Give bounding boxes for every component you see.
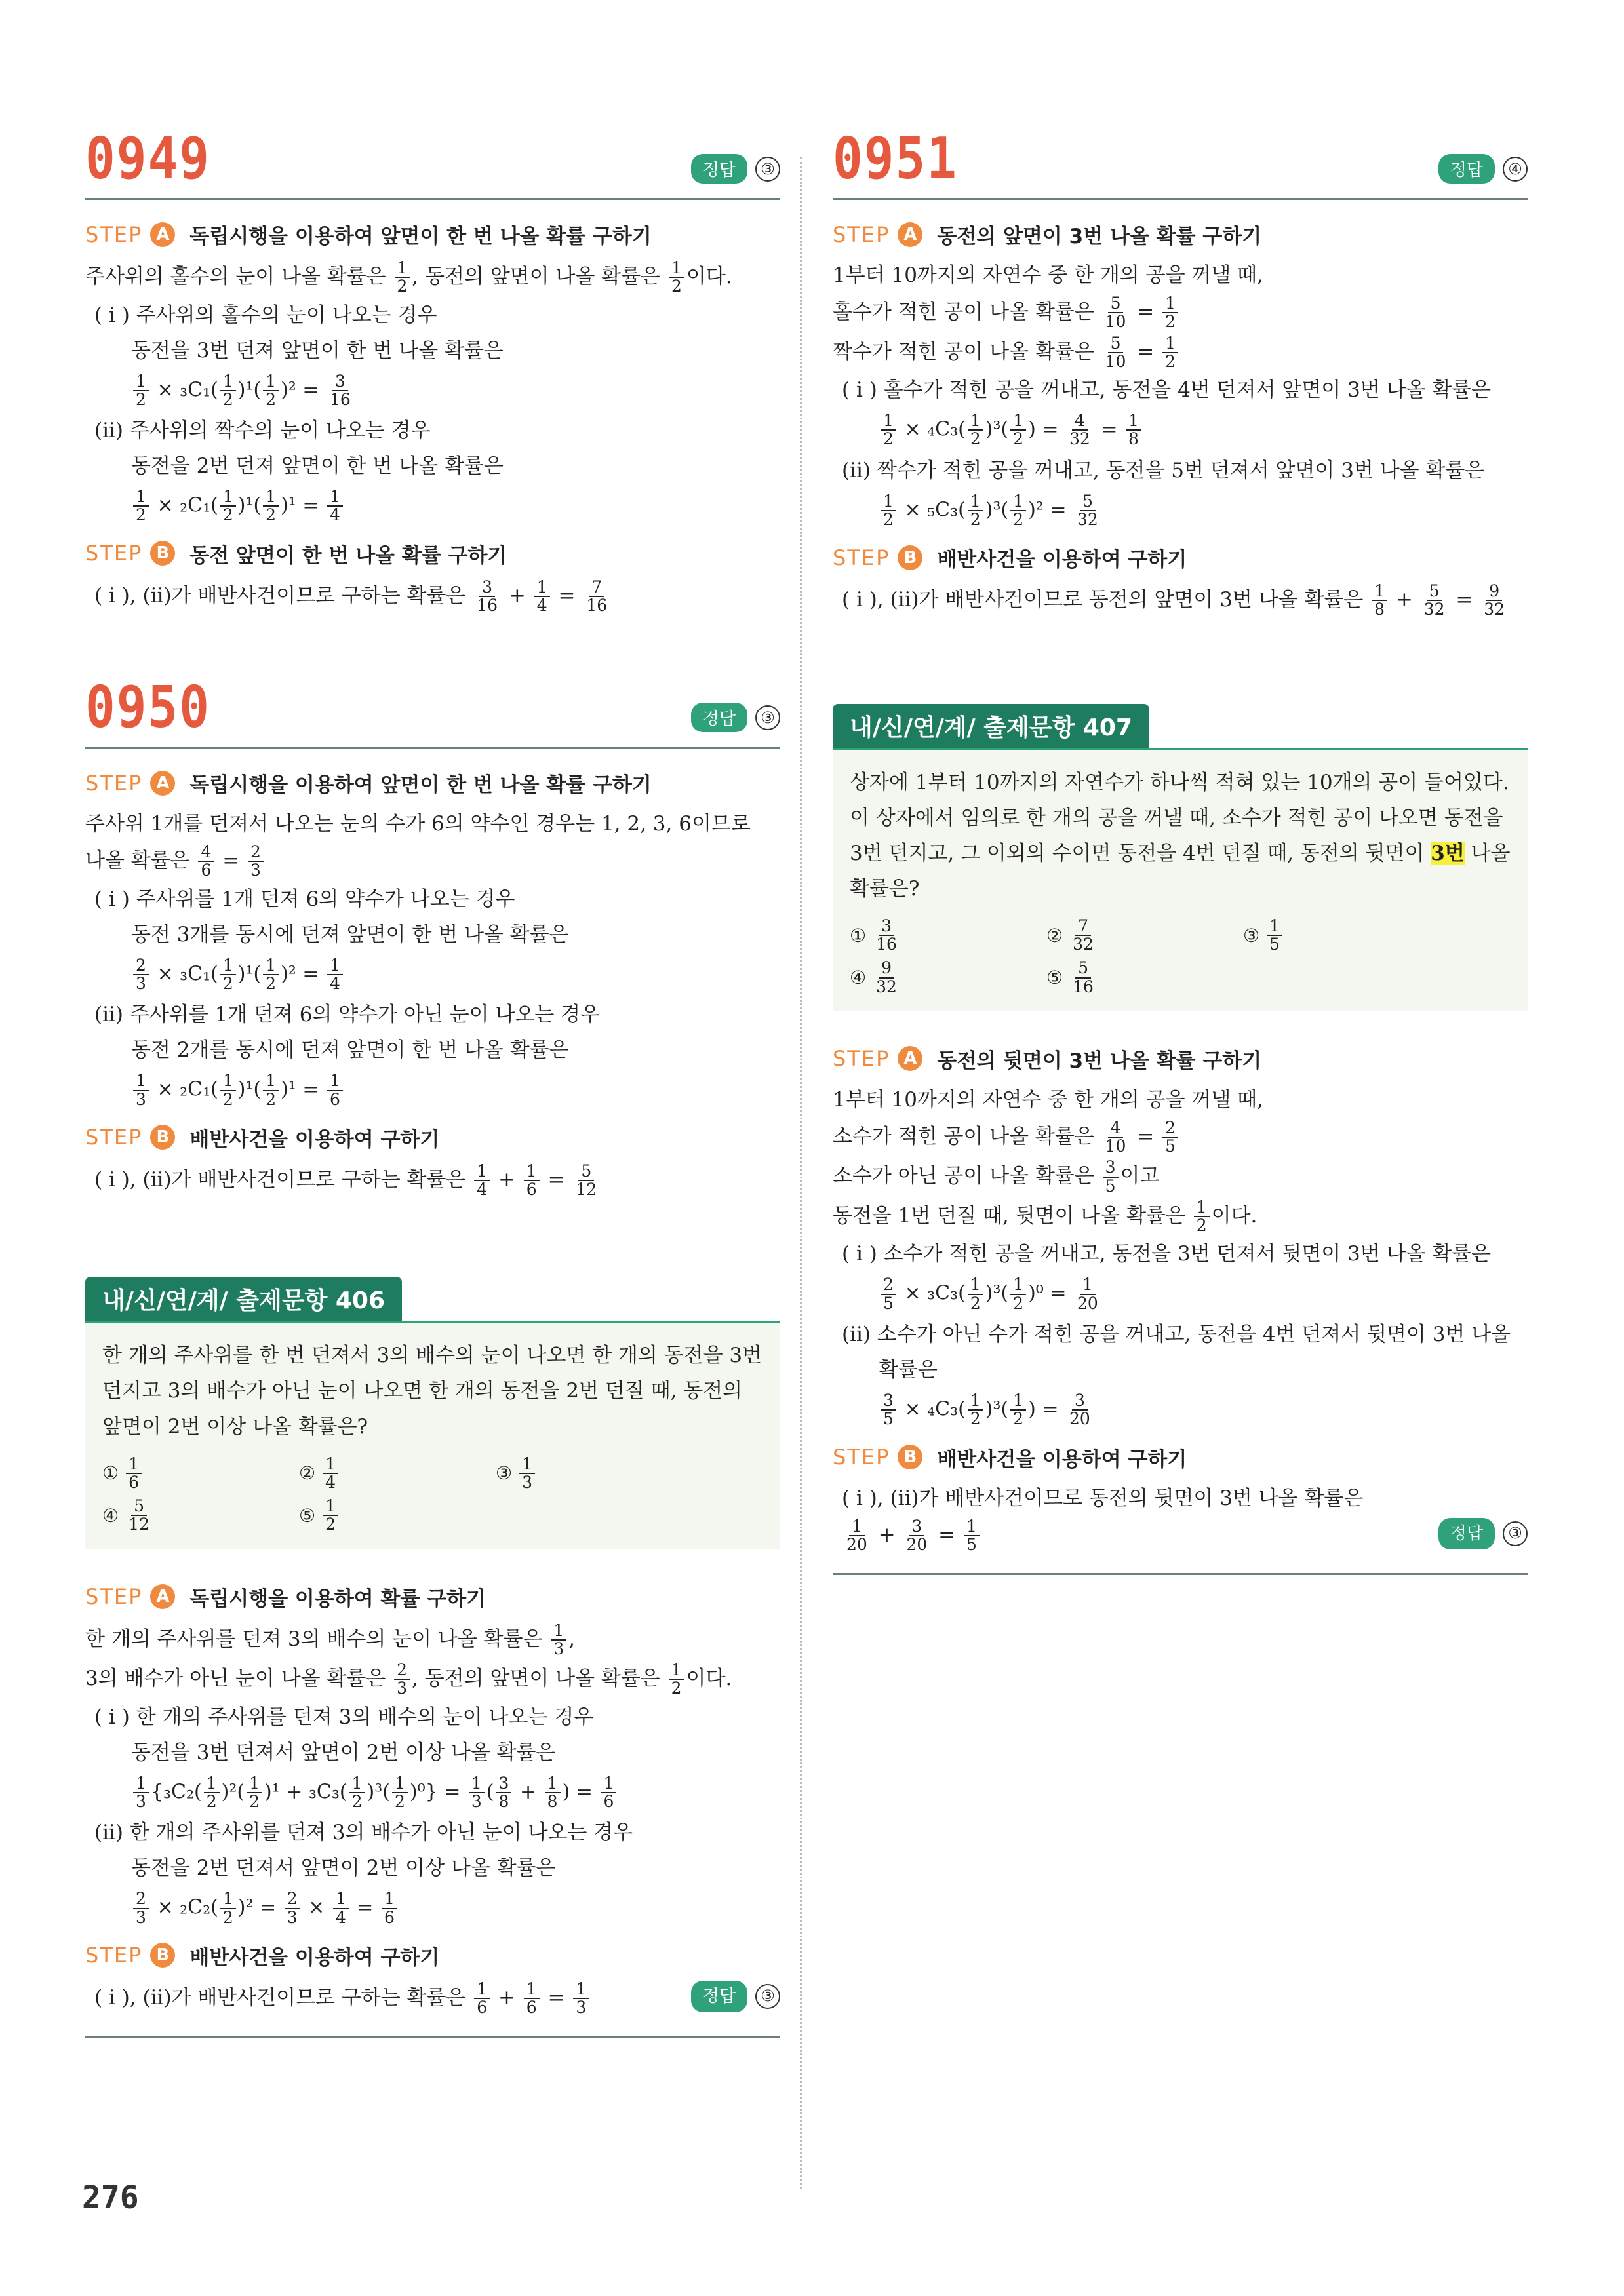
answer-badge: 정답 [1438, 1518, 1495, 1549]
step-a [85, 768, 780, 798]
step-label: STEP [85, 541, 143, 566]
naesin-406 [85, 1277, 780, 1549]
step-title: 배반사건을 이용하여 구하기 [937, 548, 1187, 572]
naesin-407 [833, 704, 1528, 1011]
step-title: 독립시행을 이용하여 확률 구하기 [189, 1587, 486, 1611]
answer-marker [691, 1981, 780, 2012]
step-a-icon: A [898, 222, 922, 247]
case-heading: ( i ) 주사위를 1개 던져 6의 약수가 나오는 경우 [94, 887, 515, 911]
answer-badge: 정답 [691, 154, 747, 184]
formula: $\frac{1}{2}$ × ₃C₁( $\frac{1}{2}$ )¹( $\frac{1}{2}$ )² = $\frac{3}{16}$ [85, 373, 780, 409]
step-label: STEP [833, 1046, 890, 1072]
solution-406 [85, 1582, 780, 2038]
final-line: ( i ), (ii)가 배반사건이므로 구하는 확률은 $\frac{3}{16}$ + $\frac{1}{4}$ = $\frac{7}{16}$ [94, 577, 608, 615]
step-label: STEP [85, 1125, 143, 1150]
text-line: 1부터 10까지의 자연수 중 한 개의 공을 꺼낼 때, [833, 263, 1263, 287]
problem-0949 [85, 125, 780, 615]
step-label: STEP [833, 1445, 890, 1470]
question-line: 앞면이 2번 이상 나올 확률은? [102, 1414, 368, 1439]
case-body: 확률은 [879, 1357, 938, 1382]
naesin-tag: 내/신/연/계/ 출제문항 407 [833, 704, 1149, 748]
text-line: 짝수가 적힌 공이 나올 확률은 $\frac{5}{10}$ = $\frac{1}{2}$ [833, 335, 1528, 371]
step-b-icon: B [150, 1943, 175, 1968]
naesin-question [85, 1323, 780, 1549]
choice-list [850, 918, 1511, 996]
final-line: ( i ), (ii)가 배반사건이므로 동전의 뒷면이 3번 나올 확률은 [842, 1486, 1364, 1510]
choice-3[interactable]: ③ $\frac{1}{3}$ [496, 1456, 692, 1492]
step-a-icon: A [898, 1046, 922, 1071]
step-b [833, 543, 1528, 572]
text-line: 1부터 10까지의 자연수 중 한 개의 공을 꺼낼 때, [833, 1087, 1263, 1112]
case-body: 동전을 3번 던져서 앞면이 2번 이상 나올 확률은 [131, 1740, 556, 1764]
left-column [85, 125, 780, 2097]
step-a [85, 1582, 780, 1612]
final-formula: $\frac{1}{20}$ + $\frac{3}{20}$ = $\frac{1}{5}$ 정답 ③ [833, 1518, 1528, 1554]
step-title: 독립시행을 이용하여 앞면이 한 번 나올 확률 구하기 [189, 225, 652, 248]
answer-value: ④ [1503, 157, 1528, 182]
formula: $\frac{2}{3}$ × ₃C₁( $\frac{1}{2}$ )¹( $\frac{1}{2}$ )² = $\frac{1}{4}$ [85, 957, 780, 993]
step-b [85, 1941, 780, 1970]
question-line: 던지고 3의 배수가 아닌 눈이 나오면 한 개의 동전을 2번 던질 때, 동전의 [102, 1379, 743, 1403]
formula: $\frac{2}{3}$ × ₂C₂( $\frac{1}{2}$ )² = $\frac{2}{3}$ × $\frac{1}{4}$ = $\frac{1}{6}$ [85, 1890, 780, 1926]
step-a [85, 220, 780, 249]
case-body: 동전을 3번 던져 앞면이 한 번 나올 확률은 [131, 338, 504, 362]
final-line: ( i ), (ii)가 배반사건이므로 구하는 확률은 $\frac{1}{4}$ + $\frac{1}{6}$ = $\frac{5}{12}$ [94, 1161, 597, 1199]
problem-number: 0950 [85, 673, 211, 741]
step-b [85, 1123, 780, 1152]
question-line: 3번 던지고, 그 이외의 수이면 동전을 4번 던질 때, 동전의 뒷면이 3번 나올 [850, 841, 1511, 865]
case-heading: (ii) 주사위의 짝수의 눈이 나오는 경우 [94, 419, 431, 443]
step-label: STEP [85, 222, 143, 247]
highlight: 3번 [1431, 841, 1465, 865]
formula: $\frac{3}{5}$ × ₄C₃( $\frac{1}{2}$ )³( $\frac{1}{2}$ ) = $\frac{3}{20}$ [833, 1392, 1528, 1428]
step-a-icon: A [150, 222, 175, 247]
step-a [833, 220, 1528, 249]
case-heading: (ii) 소수가 아닌 수가 적힌 공을 꺼내고, 동전을 4번 던져서 뒷면이 3번 나올 [842, 1322, 1511, 1346]
text-line: 소수가 아닌 공이 나올 확률은 $\frac{3}{5}$ 이고 [833, 1158, 1160, 1196]
question-line: 확률은? [850, 876, 920, 901]
step-label: STEP [85, 770, 143, 796]
step-title: 배반사건을 이용하여 구하기 [189, 1127, 440, 1152]
choice-1[interactable]: ① $\frac{1}{6}$ [102, 1456, 299, 1492]
text-line: 주사위 1개를 던져서 나오는 눈의 수가 6의 약수인 경우는 1, 2, 3, 6이므로 [85, 812, 751, 836]
problem-0950 [85, 673, 780, 1199]
section-rule [85, 2036, 780, 2038]
case-heading: (ii) 주사위를 1개 던져 6의 약수가 아닌 눈이 나오는 경우 [94, 1003, 601, 1027]
case-heading: (ii) 한 개의 주사위를 던져 3의 배수가 아닌 눈이 나오는 경우 [94, 1821, 633, 1845]
step-b-icon: B [898, 1445, 922, 1469]
choice-5[interactable]: ⑤ $\frac{1}{2}$ [299, 1498, 496, 1534]
problem-number: 0949 [85, 125, 211, 192]
formula: $\frac{1}{3}$ {₃C₂( $\frac{1}{2}$ )²( $\frac{1}{2}$ )¹ + ₃C₃( $\frac{1}{2}$ )³( $\frac{1}{2}$ )⁰} = $\frac{1}{3}$ ( $\frac{3}{8}$ + $\frac{1}{8}$ ) = $\frac{1}{6}$ [85, 1775, 780, 1811]
step-title: 배반사건을 이용하여 구하기 [937, 1447, 1187, 1471]
question-line: 이 상자에서 임의로 한 개의 공을 꺼낼 때, 소수가 적힌 공이 나오면 동전을 [850, 806, 1503, 830]
step-b-icon: B [898, 545, 922, 570]
case-heading: ( i ) 한 개의 주사위를 던져 3의 배수의 눈이 나오는 경우 [94, 1705, 594, 1729]
answer-value: ③ [755, 1984, 780, 2009]
text-line: 3의 배수가 아닌 눈이 나올 확률은 $\frac{2}{3}$ , 동전의 앞면이 나올 확률은 $\frac{1}{2}$ 이다. [85, 1660, 732, 1698]
step-b-icon: B [150, 541, 175, 566]
text-line: 소수가 적힌 공이 나올 확률은 $\frac{4}{10}$ = $\frac{2}{5}$ [833, 1119, 1528, 1156]
step-a-icon: A [150, 771, 175, 796]
step-label: STEP [833, 545, 890, 570]
choice-1[interactable]: ① $\frac{3}{16}$ [850, 916, 897, 954]
problem-number: 0951 [833, 125, 959, 192]
answer-marker [1438, 154, 1528, 184]
text-line: 홀수가 적힌 공이 나올 확률은 $\frac{5}{10}$ = $\frac{1}{2}$ [833, 295, 1528, 331]
naesin-question [833, 750, 1528, 1011]
step-b [85, 539, 780, 568]
answer-value: ③ [755, 705, 780, 730]
answer-badge: 정답 [1438, 154, 1495, 184]
text-line: 동전을 1번 던질 때, 뒷면이 나올 확률은 $\frac{1}{2}$ 이다. [833, 1197, 1258, 1236]
answer-marker [691, 703, 780, 732]
formula: $\frac{1}{2}$ × ₂C₁( $\frac{1}{2}$ )¹( $\frac{1}{2}$ )¹ = $\frac{1}{4}$ [85, 488, 780, 524]
step-label: STEP [85, 1584, 143, 1610]
case-body: 동전 2개를 동시에 던져 앞면이 한 번 나올 확률은 [131, 1038, 569, 1062]
step-label: STEP [85, 1943, 143, 1968]
case-heading: ( i ) 홀수가 적힌 공을 꺼내고, 동전을 4번 던져서 앞면이 3번 나올 확률은 [842, 378, 1492, 402]
choice-5[interactable]: ⑤ $\frac{5}{16}$ [1046, 958, 1094, 996]
step-label: STEP [833, 222, 890, 247]
final-line: ( i ), (ii)가 배반사건이므로 동전의 앞면이 3번 나올 확률은 $\frac{1}{8}$ + $\frac{5}{32}$ = $\frac{9}{32}$ [842, 581, 1505, 619]
step-title: 동전 앞면이 한 번 나올 확률 구하기 [189, 543, 507, 568]
solution-407 [833, 1044, 1528, 1575]
answer-value: ③ [1503, 1521, 1528, 1546]
answer-badge: 정답 [691, 703, 747, 732]
column-divider [800, 157, 802, 2189]
formula: $\frac{1}{3}$ × ₂C₁( $\frac{1}{2}$ )¹( $\frac{1}{2}$ )¹ = $\frac{1}{6}$ [85, 1072, 780, 1108]
choice-2[interactable]: ② $\frac{1}{4}$ [299, 1456, 496, 1492]
section-rule [833, 1573, 1528, 1575]
answer-marker [1438, 1518, 1528, 1549]
case-body: 동전 3개를 동시에 던져 앞면이 한 번 나올 확률은 [131, 922, 569, 946]
question-line: 상자에 1부터 10까지의 자연수가 하나씩 적혀 있는 10개의 공이 들어있다. [850, 770, 1509, 794]
step-title: 동전의 앞면이 3번 나올 확률 구하기 [937, 225, 1262, 248]
step-a-icon: A [150, 1584, 175, 1609]
page-number: 276 [82, 2179, 139, 2216]
formula: $\frac{1}{2}$ × ₄C₃( $\frac{1}{2}$ )³( $\frac{1}{2}$ ) = $\frac{4}{32}$ = $\frac{1}{8}$ [833, 412, 1528, 448]
step-title: 배반사건을 이용하여 구하기 [189, 1945, 440, 1970]
answer-value: ③ [755, 157, 780, 182]
choice-3[interactable]: ③ $\frac{1}{5}$ [1243, 918, 1440, 954]
choice-list [102, 1456, 763, 1534]
text-line: 주사위의 홀수의 눈이 나올 확률은 $\frac{1}{2}$ , 동전의 앞면이 나올 확률은 $\frac{1}{2}$ 이다. [85, 258, 732, 296]
text-line: 한 개의 주사위를 던져 3의 배수의 눈이 나올 확률은 $\frac{1}{3}$ , [85, 1620, 576, 1658]
case-heading: ( i ) 소수가 적힌 공을 꺼내고, 동전을 3번 던져서 뒷면이 3번 나올 확률은 [842, 1242, 1492, 1266]
answer-badge: 정답 [691, 1981, 747, 2012]
question-line: 한 개의 주사위를 한 번 던져서 3의 배수의 눈이 나오면 한 개의 동전을 3번 [102, 1344, 762, 1368]
formula: $\frac{2}{5}$ × ₃C₃( $\frac{1}{2}$ )³( $\frac{1}{2}$ )⁰ = $\frac{1}{20}$ [833, 1276, 1528, 1312]
choice-2[interactable]: ② $\frac{7}{32}$ [1046, 916, 1094, 954]
step-b-icon: B [150, 1125, 175, 1150]
final-line: ( i ), (ii)가 배반사건이므로 구하는 확률은 $\frac{1}{6}$ + $\frac{1}{6}$ = $\frac{1}{3}$ 정답 ③ [85, 1981, 780, 2017]
step-title: 동전의 뒷면이 3번 나올 확률 구하기 [937, 1049, 1262, 1073]
formula: $\frac{1}{2}$ × ₅C₃( $\frac{1}{2}$ )³( $\frac{1}{2}$ )² = $\frac{5}{32}$ [833, 493, 1528, 529]
case-body: 동전을 2번 던져서 앞면이 2번 이상 나올 확률은 [131, 1856, 556, 1880]
case-heading: ( i ) 주사위의 홀수의 눈이 나오는 경우 [94, 303, 437, 327]
naesin-tag: 내/신/연/계/ 출제문항 406 [85, 1277, 402, 1321]
choice-4[interactable]: ④ $\frac{5}{12}$ [102, 1496, 149, 1534]
right-column [833, 125, 1528, 1634]
case-heading: (ii) 짝수가 적힌 공을 꺼내고, 동전을 5번 던져서 앞면이 3번 나올 확률은 [842, 458, 1485, 482]
text-line: 나올 확률은 $\frac{4}{6}$ = $\frac{2}{3}$ [85, 844, 780, 880]
answer-marker [691, 154, 780, 184]
problem-0951 [833, 125, 1528, 619]
choice-4[interactable]: ④ $\frac{9}{32}$ [850, 958, 897, 996]
step-a [833, 1044, 1528, 1074]
step-title: 독립시행을 이용하여 앞면이 한 번 나올 확률 구하기 [189, 773, 652, 798]
case-body: 동전을 2번 던져 앞면이 한 번 나올 확률은 [131, 454, 504, 478]
step-b [833, 1443, 1528, 1472]
